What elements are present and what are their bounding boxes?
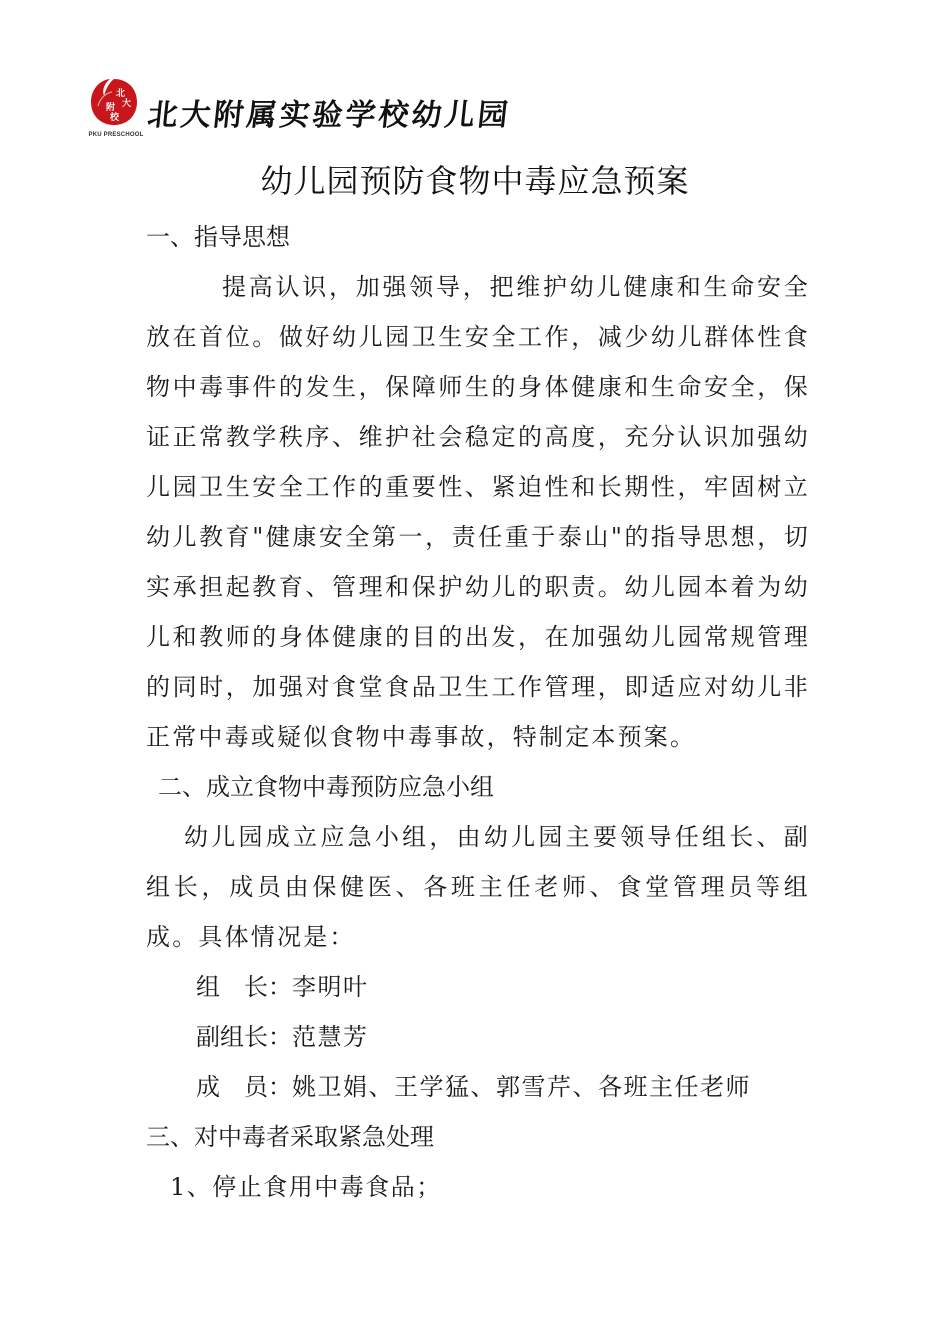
paragraph-emergency-group: 幼儿园成立应急小组，由幼儿园主要领导任组长、副组长，成员由保健医、各班主任老师、食堂管理员等组成。具体情况是： <box>146 823 810 951</box>
member-line-members <box>146 1062 810 1112</box>
svg-text:附: 附 <box>106 103 116 113</box>
svg-text:北: 北 <box>116 89 126 99</box>
school-header <box>80 72 540 142</box>
member-label: 成 员： <box>196 1073 292 1101</box>
school-name: 北大附属实验学校幼儿园 <box>145 98 513 133</box>
member-value: 范慧芳 <box>292 1023 369 1051</box>
section-heading-guiding-thought: 一、指导思想 <box>146 223 290 251</box>
section-heading-emergency-group: 二、成立食物中毒预防应急小组 <box>158 773 494 801</box>
member-label: 组 长： <box>196 973 292 1001</box>
member-line-deputy <box>146 1012 810 1062</box>
svg-text:校: 校 <box>110 113 120 123</box>
member-value: 姚卫娟、王学猛、郭雪芹、各班主任老师 <box>292 1073 751 1101</box>
logo-caption: PKU PRESCHOOL <box>88 132 144 138</box>
member-label: 副组长： <box>196 1023 292 1051</box>
document-body <box>146 212 810 1212</box>
svg-text:大: 大 <box>122 99 132 109</box>
section-heading-emergency-treatment: 三、对中毒者采取紧急处理 <box>146 1123 434 1151</box>
paragraph-guiding-thought: 提高认识，加强领导，把维护幼儿健康和生命安全放在首位。做好幼儿园卫生安全工作，减少幼儿群体性食物中毒事件的发生，保障师生的身体健康和生命安全，保证正常教学秩序、维护社会稳定的高度，充分认识加强幼儿园卫生安全工作的重要性、紧迫性和长期性，牢固树立幼儿教育"健康安全第一，责任重于泰山"的指导思想，切实承担起教育、管理和保护幼儿的职责。幼儿园本着为幼儿和教师的身体健康的目的出发，在加强幼儿园常规管理的同时，加强对食堂食品卫生工作管理，即适应对幼儿非正常中毒或疑似食物中毒事故，特制定本预案。 <box>146 273 810 751</box>
list-item: 1、停止食用中毒食品； <box>170 1173 442 1201</box>
school-seal-logo <box>88 76 140 128</box>
document-title: 幼儿园预防食物中毒应急预案 <box>260 162 690 200</box>
member-line-leader <box>146 962 810 1012</box>
member-value: 李明叶 <box>292 973 369 1001</box>
